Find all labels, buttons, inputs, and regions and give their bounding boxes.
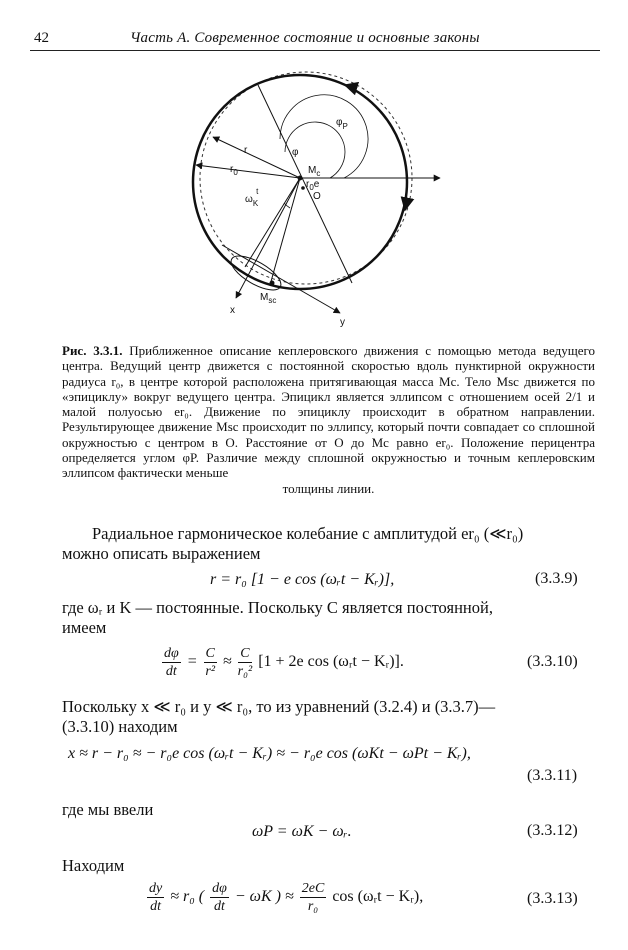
fraction-c-r2: $\frac{C}{\text{r²}}$ — [205, 646, 216, 679]
radius-r-line — [213, 137, 300, 178]
paragraph-2 — [62, 598, 597, 638]
paragraph-3 — [62, 697, 597, 737]
figure-caption — [62, 343, 595, 496]
page-number: 42 — [34, 30, 49, 46]
fraction-c-r02: $\frac{C}{\text{r₀²}}$ — [237, 646, 253, 679]
label-phi: φ — [292, 147, 299, 158]
guiding-center-line — [245, 178, 300, 267]
center-o-dot — [301, 186, 305, 190]
label-r0: $r_0$ — [230, 164, 238, 177]
label-x: x — [230, 305, 235, 316]
caption-label: Рис. 3.3.1. — [62, 343, 123, 358]
label-phi-p: $\varphi_P$ — [336, 117, 348, 131]
fraction-2ec-r0: $\frac{2eC}{\text{r₀}}$ — [301, 881, 325, 914]
paragraph-5: Находим — [62, 856, 125, 875]
fraction-dy-dt: $\frac{dy}{dt}$ — [149, 881, 163, 914]
pericenter-line — [258, 85, 352, 283]
label-r0e: $r_0e$ — [306, 179, 320, 192]
paragraph-4: где мы ввели — [62, 800, 154, 819]
y-axis — [222, 245, 340, 313]
p3-line2: (3.3.10) находим — [62, 717, 178, 736]
paragraph-1 — [62, 524, 597, 564]
mass-mc-dot — [298, 176, 303, 181]
equation-3-3-13: $\frac{dy}{dt}$ ≈ r₀ ( $\frac{d\varphi}{dt}$ − ωK ) ≈ $\frac{2eC}{\text{r₀}}$ cos (ωᵣt − Kᵣ), — [149, 881, 424, 914]
angle-arc-phi-p — [280, 95, 368, 178]
equation-3-3-11: x ≈ r − r₀ ≈ − r₀e cos (ωᵣt − Kᵣ) ≈ − r₀e cos (ωKt − ωPt − Kᵣ), — [68, 745, 471, 762]
label-r: r — [244, 145, 248, 156]
figure-kepler-guiding-center — [0, 55, 628, 340]
label-o: O — [313, 191, 321, 202]
epicycle-ellipse — [226, 249, 285, 296]
equation-number-3-3-9: (3.3.9) — [535, 570, 578, 587]
p2-line1: где ωᵣ и K — постоянные. Поскольку C является постоянной, — [62, 598, 493, 617]
label-y: y — [340, 317, 345, 328]
p3-line1: Поскольку x ≪ r₀ и y ≪ r₀, то из уравнений (3.2.4) и (3.3.7)— — [62, 697, 496, 716]
body-line — [270, 178, 300, 285]
caption-text: Приближенное описание кеплеровского движения с помощью метода ведущего центра. Ведущий центр движется с постоянной скоростью вдоль пунктирной окружности радиуса r₀, в центре которой расположена притягивающая масса Mc. Тело Msc движется по «эпициклу» вокруг ведущего центра. Эпицикл является эллипсом с отношением осей 2/1 и малой полуосью er₀. Движение по эпициклу происходит в обратном направлении. Результирующее движение Msc происходит по эллипсу, который почти совпадает со сплошной окружностью с центром в O. Расстояние от O до Mc равно er₀. Положение перицентра определяется углом φP. Различие между сплошной окружностью и точным кеплеровским эллипсом фактически меньше — [62, 343, 595, 481]
label-msc: $M_{sc}$ — [260, 292, 277, 305]
orbit-solid-circle — [193, 75, 407, 289]
equation-number-3-3-13: (3.3.13) — [527, 890, 578, 907]
equation-number-3-3-12: (3.3.12) — [527, 822, 578, 839]
body-msc-dot — [270, 281, 275, 286]
running-header — [30, 30, 600, 51]
p1-line1: Радиальное гармоническое колебание с амплитудой er₀ (≪r₀) — [92, 524, 524, 543]
running-title: Часть А. Современное состояние и основные законы — [130, 30, 480, 46]
p2-line2: имеем — [62, 618, 107, 637]
fraction-dphi-dt: $\frac{d\varphi}{dt}$ — [164, 646, 179, 679]
label-mc: $M_c$ — [308, 165, 321, 178]
radius-r0-line — [196, 165, 300, 178]
label-omega-k: $\omega_Kt$ — [245, 187, 259, 208]
equation-3-3-12: ωP = ωK − ωᵣ. — [252, 823, 352, 840]
equation-number-3-3-11: (3.3.11) — [527, 767, 578, 784]
caption-last-line: толщины линии. — [282, 480, 375, 496]
p1-line2: можно описать выражением — [62, 544, 261, 563]
equation-number-3-3-10: (3.3.10) — [527, 653, 578, 670]
fraction-dphi-dt-2: $\frac{d\varphi}{dt}$ — [212, 881, 227, 914]
equation-3-3-9: r = r₀ [1 − e cos (ωᵣt − Kᵣ)], — [210, 571, 395, 588]
equation-3-3-10: $\frac{d\varphi}{dt}$ = $\frac{C}{\text{r²}}$ ≈ $\frac{C}{\text{r₀²}}$ [1 + 2e cos (ωᵣt − Kᵣ)]. — [164, 646, 404, 679]
